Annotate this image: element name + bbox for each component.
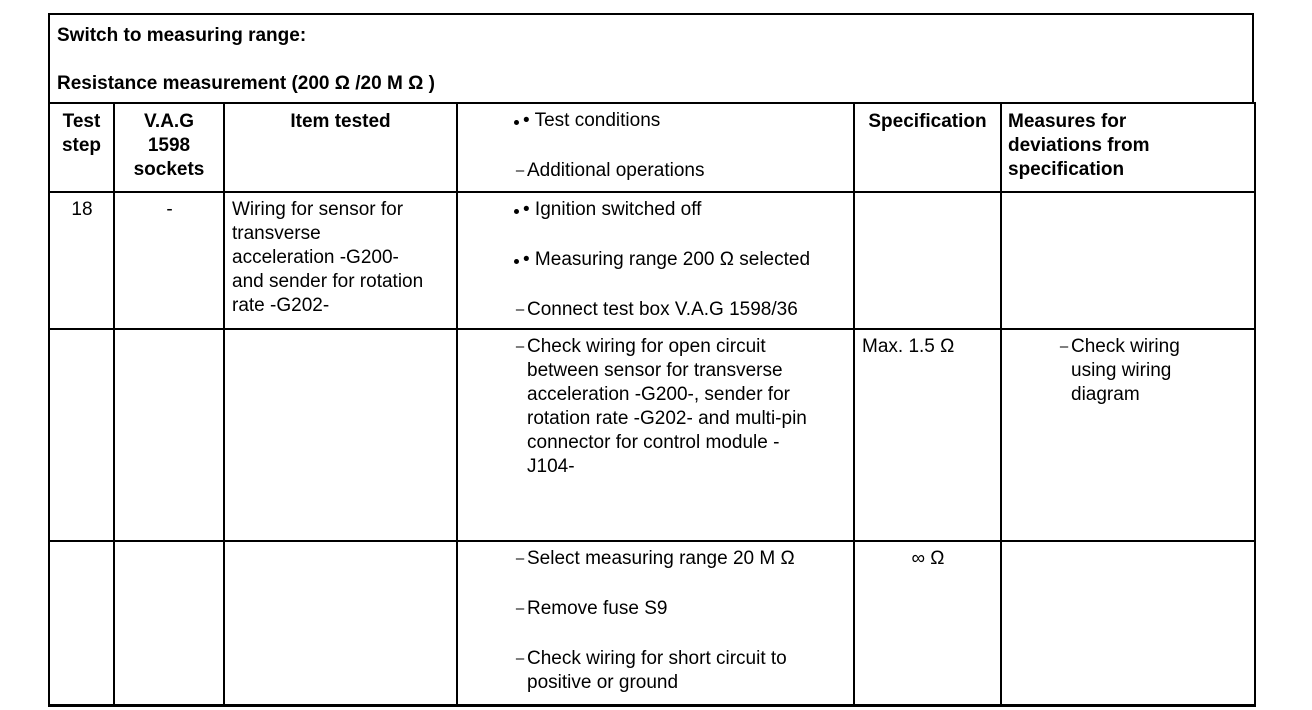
dash-icon: –: [515, 338, 525, 355]
item-tested-cell: [224, 541, 457, 705]
table-header-box: [48, 13, 1254, 102]
col-item-tested: Item tested: [224, 103, 457, 192]
test-step-cell: 18: [49, 192, 114, 329]
conditions-cell: – Select measuring range 20 M Ω – Remove fuse S9 – Check wiring for short circuit to positive or ground: [457, 541, 854, 705]
vag-socket-cell: -: [114, 192, 224, 329]
measuring-range-heading: Switch to measuring range:: [57, 25, 307, 46]
filled-dot-icon: [509, 198, 523, 222]
dash-icon: –: [515, 550, 525, 567]
dash-icon: –: [515, 301, 525, 318]
table-row: [49, 329, 1255, 541]
item-tested-cell: Wiring for sensor for transverse acceleration -G200- and sender for rotation rate -G202-: [224, 192, 457, 329]
test-table: [48, 102, 1256, 707]
dash-icon: –: [515, 650, 525, 667]
item-tested-cell: [224, 329, 457, 541]
measures-cell: [1001, 541, 1255, 705]
table-row: [49, 192, 1255, 329]
spec-cell: Max. 1.5 Ω: [854, 329, 1001, 541]
col-specification: Specification: [854, 103, 1001, 192]
conditions-cell: • Ignition switched off • Measuring range 200 Ω selected – Connect test box V.A.G 1598/36: [457, 192, 854, 329]
test-step-cell: [49, 329, 114, 541]
test-step-cell: [49, 541, 114, 705]
dash-icon: –: [515, 162, 525, 179]
dash-icon: –: [515, 600, 525, 617]
col-vag-sockets: V.A.G 1598 sockets: [114, 103, 224, 192]
filled-dot-icon: [509, 248, 523, 272]
measures-cell: – Check wiring using wiring diagram: [1001, 329, 1255, 541]
conditions-cell: – Check wiring for open circuit between sensor for transverse acceleration -G200-, sender for rotation rate -G202- and multi-pin connector for control module - J104-: [457, 329, 854, 541]
table-row: [49, 541, 1255, 705]
measures-cell: [1001, 192, 1255, 329]
dash-icon: –: [1059, 338, 1069, 355]
col-measures: Measures for deviations from specification: [1001, 103, 1255, 192]
vag-socket-cell: [114, 329, 224, 541]
test-procedure-table: [48, 13, 1254, 707]
col-test-conditions: • Test conditions – Additional operations: [457, 103, 854, 192]
spec-cell: [854, 192, 1001, 329]
resistance-measurement-heading: Resistance measurement (200 Ω /20 M Ω ): [57, 73, 435, 94]
column-header-row: [49, 103, 1255, 192]
vag-socket-cell: [114, 541, 224, 705]
spec-cell: ∞ Ω: [854, 541, 1001, 705]
col-test-step: Test step: [49, 103, 114, 192]
filled-dot-icon: [509, 109, 523, 133]
